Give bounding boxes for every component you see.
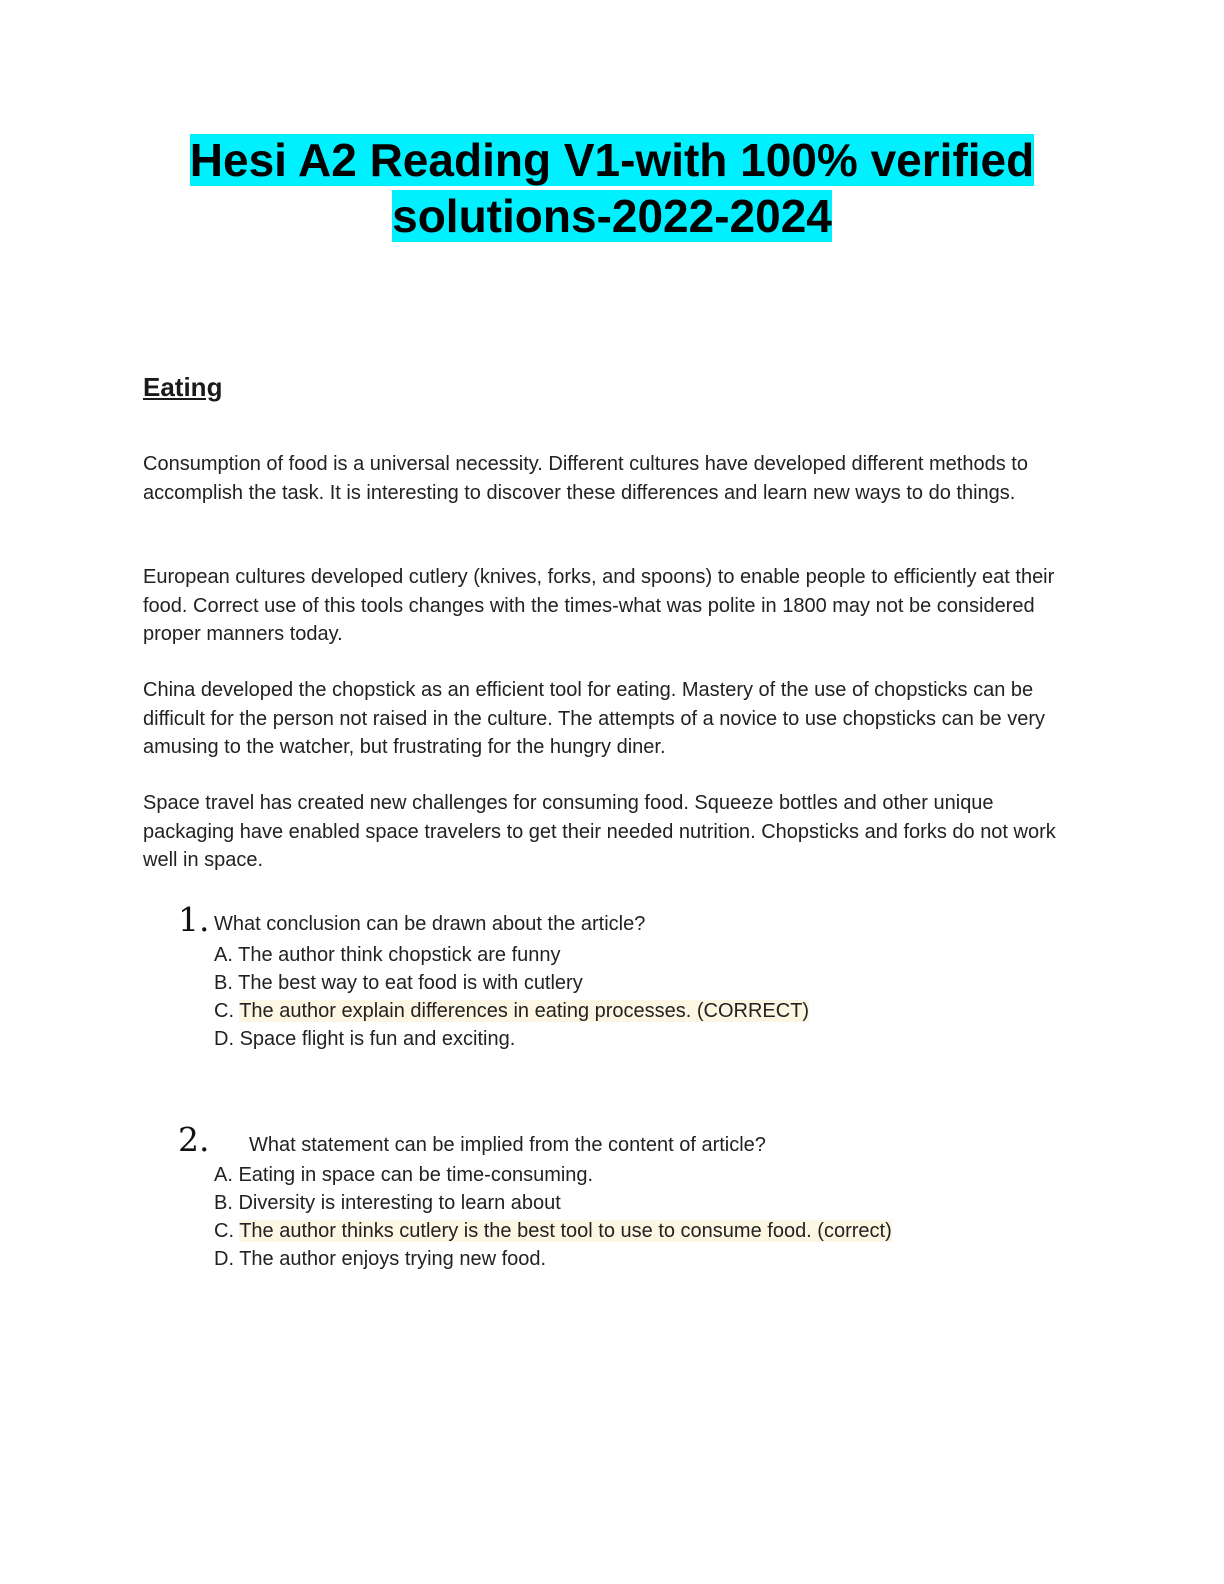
option-text: Space flight is fun and exciting. <box>239 1028 516 1050</box>
option-d <box>214 1025 515 1053</box>
option-letter: A. <box>214 1164 233 1186</box>
option-d <box>214 1245 546 1273</box>
option-b <box>214 969 583 997</box>
option-letter: B. <box>214 972 233 994</box>
option-text: The best way to eat food is with cutlery <box>238 972 583 994</box>
option-a <box>214 1161 593 1189</box>
option-text: Diversity is interesting to learn about <box>238 1192 561 1214</box>
paragraph-intro: Consumption of food is a universal necessity. Different cultures have developed different methods to accomplish the task. It is interesting to discover these differences and learn new ways to do things. <box>143 453 1028 504</box>
question-text: What conclusion can be drawn about the article? <box>214 913 646 935</box>
paragraph-china: China developed the chopstick as an efficient tool for eating. Mastery of the use of chopsticks can be difficult for the person not raised in the culture. The attempts of a novice to use chopsticks can be very amusing to the watcher, but frustrating for the hungry diner. <box>143 679 1045 758</box>
option-letter: D. <box>214 1028 234 1050</box>
question-number: 1. <box>178 900 210 939</box>
option-text: The author think chopstick are funny <box>238 944 561 966</box>
question-text: What statement can be implied from the content of article? <box>249 1134 766 1156</box>
title-line-1: Hesi A2 Reading V1-with 100% verified <box>189 134 1035 186</box>
option-c-correct <box>214 997 809 1025</box>
title-line-2: solutions-2022-2024 <box>392 190 832 242</box>
option-b <box>214 1189 561 1217</box>
question-number: 2. <box>178 1120 210 1159</box>
option-text: The author enjoys trying new food. <box>239 1248 547 1270</box>
option-letter: A. <box>214 944 233 966</box>
option-letter: C. <box>214 1220 234 1242</box>
option-text: Eating in space can be time-consuming. <box>238 1164 594 1186</box>
option-letter: B. <box>214 1192 233 1214</box>
option-text-highlighted: The author explain differences in eating processes. (CORRECT) <box>239 1000 810 1022</box>
option-text-highlighted: The author thinks cutlery is the best tool to use to consume food. (correct) <box>239 1220 892 1242</box>
section-heading: Eating <box>143 372 223 402</box>
option-letter: C. <box>214 1000 234 1022</box>
paragraph-space: Space travel has created new challenges for consuming food. Squeeze bottles and other unique packaging have enabled space travelers to get their needed nutrition. Chopsticks and forks do not work well in space. <box>143 792 1056 871</box>
option-c-correct <box>214 1217 892 1245</box>
paragraph-european: European cultures developed cutlery (knives, forks, and spoons) to enable people to efficiently eat their food. Correct use of this tools changes with the times-what was polite in 1800 may not be considered proper manners today. <box>143 566 1055 645</box>
option-letter: D. <box>214 1248 234 1270</box>
option-a <box>214 941 561 969</box>
document-title <box>0 132 1224 244</box>
